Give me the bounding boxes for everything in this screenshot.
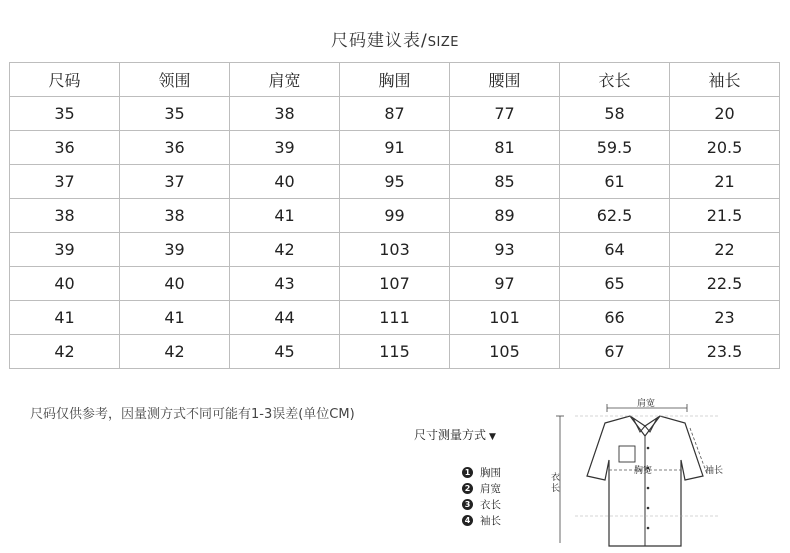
table-cell: 97	[450, 267, 560, 301]
table-cell: 59.5	[560, 131, 670, 165]
table-cell: 23.5	[670, 335, 780, 369]
page-title	[0, 26, 790, 51]
header-cell: 胸围	[340, 63, 450, 97]
table-cell: 39	[120, 233, 230, 267]
header-row	[10, 63, 780, 97]
legend-item	[462, 464, 501, 480]
measure-method-label: 尺寸测量方式	[414, 428, 487, 442]
table-cell: 81	[450, 131, 560, 165]
sleeve-label: 袖长	[705, 466, 724, 476]
table-row	[10, 267, 780, 301]
table-cell: 103	[340, 233, 450, 267]
table-cell: 87	[340, 97, 450, 131]
shoulder-label: 肩宽	[637, 399, 656, 409]
measure-method[interactable]	[414, 426, 496, 443]
header-cell: 领围	[120, 63, 230, 97]
legend-label: 袖长	[480, 514, 501, 527]
table-cell: 44	[230, 301, 340, 335]
table-cell: 38	[120, 199, 230, 233]
table-cell: 58	[560, 97, 670, 131]
table-cell: 111	[340, 301, 450, 335]
table-row	[10, 97, 780, 131]
table-cell: 40	[230, 165, 340, 199]
header-cell: 腰围	[450, 63, 560, 97]
legend-item	[462, 512, 501, 528]
table-cell: 77	[450, 97, 560, 131]
table-cell: 66	[560, 301, 670, 335]
table-body	[10, 97, 780, 369]
legend-item	[462, 496, 501, 512]
table-cell: 107	[340, 267, 450, 301]
table-cell: 37	[10, 165, 120, 199]
legend-number: 2	[462, 483, 473, 494]
table-cell: 22	[670, 233, 780, 267]
table-cell: 35	[120, 97, 230, 131]
title-main: 尺码建议表/	[331, 31, 428, 51]
size-note: 尺码仅供参考，因量测方式不同可能有1-3误差(单位CM)	[30, 407, 355, 422]
header-cell: 袖长	[670, 63, 780, 97]
table-cell: 20	[670, 97, 780, 131]
table-cell: 23	[670, 301, 780, 335]
table-cell: 93	[450, 233, 560, 267]
header-cell: 尺码	[10, 63, 120, 97]
table-cell: 40	[120, 267, 230, 301]
table-cell: 41	[230, 199, 340, 233]
table-cell: 42	[120, 335, 230, 369]
table-cell: 38	[10, 199, 120, 233]
legend-number: 4	[462, 515, 473, 526]
table-cell: 42	[10, 335, 120, 369]
table-row	[10, 165, 780, 199]
table-row	[10, 131, 780, 165]
table-cell: 101	[450, 301, 560, 335]
table-cell: 35	[10, 97, 120, 131]
table-cell: 41	[10, 301, 120, 335]
table-cell: 21	[670, 165, 780, 199]
legend-number: 1	[462, 467, 473, 478]
table-cell: 42	[230, 233, 340, 267]
table-cell: 91	[340, 131, 450, 165]
table-cell: 64	[560, 233, 670, 267]
table-row	[10, 335, 780, 369]
table-cell: 40	[10, 267, 120, 301]
legend-item	[462, 480, 501, 496]
title-sub: SIZE	[427, 35, 459, 50]
header-cell: 衣长	[560, 63, 670, 97]
table-cell: 21.5	[670, 199, 780, 233]
table-cell: 105	[450, 335, 560, 369]
table-cell: 39	[230, 131, 340, 165]
table-cell: 85	[450, 165, 560, 199]
shirt-diagram	[545, 388, 745, 548]
table-cell: 38	[230, 97, 340, 131]
table-cell: 61	[560, 165, 670, 199]
chest-label: 胸宽	[634, 466, 653, 476]
table-cell: 115	[340, 335, 450, 369]
table-cell: 36	[120, 131, 230, 165]
table-cell: 22.5	[670, 267, 780, 301]
legend-label: 肩宽	[480, 482, 501, 495]
header-cell: 肩宽	[230, 63, 340, 97]
table-cell: 45	[230, 335, 340, 369]
table-cell: 65	[560, 267, 670, 301]
size-table	[9, 62, 780, 369]
measure-legend	[462, 464, 501, 528]
table-row	[10, 233, 780, 267]
table-cell: 36	[10, 131, 120, 165]
table-row	[10, 301, 780, 335]
legend-number: 3	[462, 499, 473, 510]
table-cell: 20.5	[670, 131, 780, 165]
table-cell: 99	[340, 199, 450, 233]
table-cell: 67	[560, 335, 670, 369]
table-cell: 39	[10, 233, 120, 267]
legend-label: 衣长	[480, 498, 501, 511]
triangle-down-icon: ▼	[489, 432, 496, 442]
legend-label: 胸围	[480, 466, 501, 479]
table-cell: 89	[450, 199, 560, 233]
table-cell: 43	[230, 267, 340, 301]
table-cell: 95	[340, 165, 450, 199]
table-cell: 37	[120, 165, 230, 199]
table-cell: 41	[120, 301, 230, 335]
table-cell: 62.5	[560, 199, 670, 233]
table-row	[10, 199, 780, 233]
length-label: 衣长	[551, 473, 561, 494]
